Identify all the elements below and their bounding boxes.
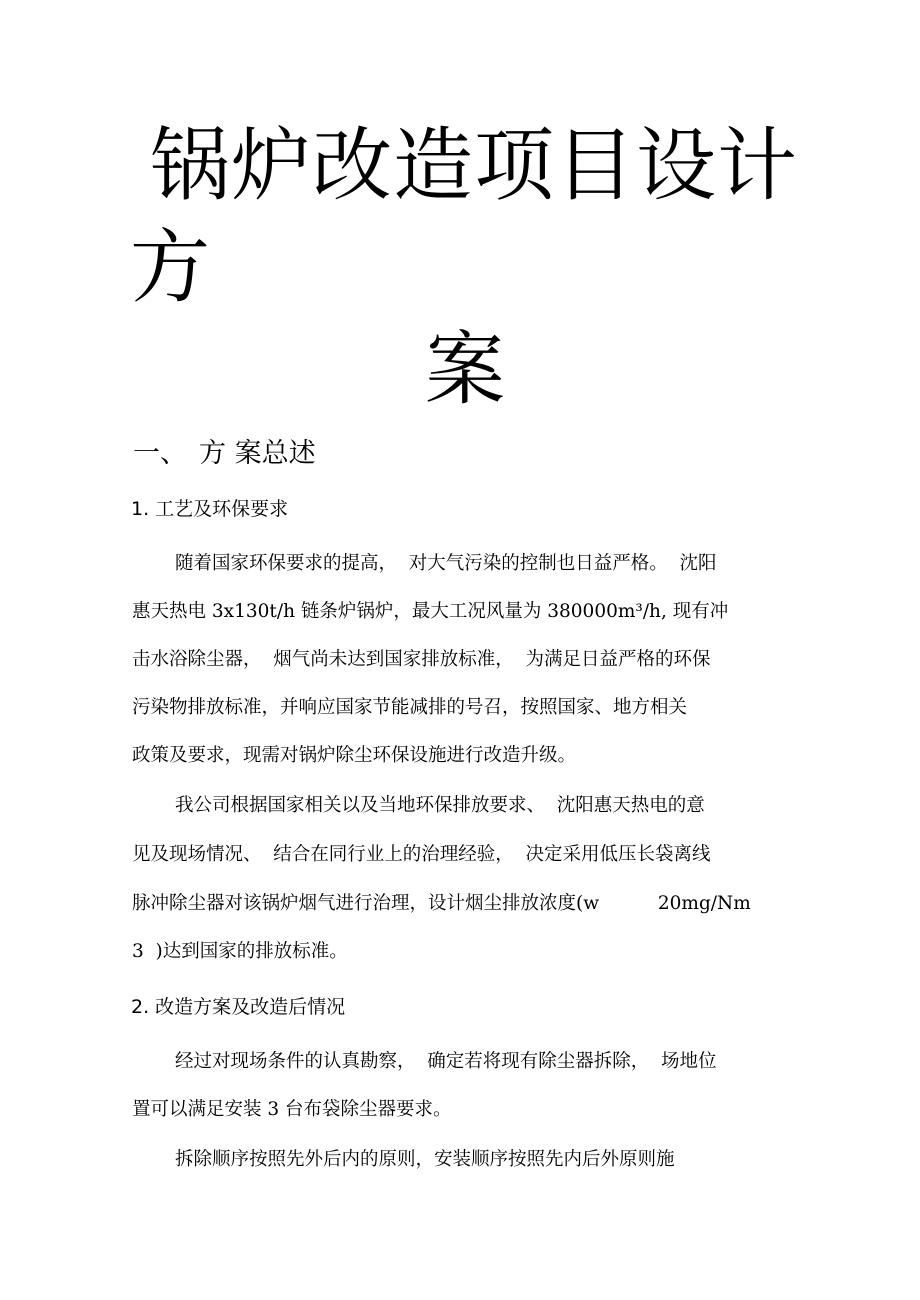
paragraph-line: 3 )达到国家的排放标准。 xyxy=(132,941,348,962)
subsection-heading-1: 1. 工艺及环保要求 xyxy=(131,498,289,520)
paragraph-line: 我公司根据国家相关以及当地环保排放要求、 沈阳惠天热电的意 xyxy=(175,795,705,816)
section-heading xyxy=(133,432,316,476)
paragraph-line: 见及现场情况、 结合在同行业上的治理经验， 决定采用低压长袋离线 xyxy=(132,844,711,865)
paragraph-line: 击水浴除尘器， 烟气尚未达到国家排放标准， 为满足日益严格的环保 xyxy=(132,649,711,670)
document-title-line-2: 方 xyxy=(130,221,210,314)
document-title-line-3: 案 xyxy=(425,323,505,416)
paragraph-line: 经过对现场条件的认真勘察， 确定若将现有除尘器拆除， 场地位 xyxy=(175,1051,717,1072)
paragraph-line: 拆除顺序按照先外后内的原则，安装顺序按照先内后外原则施 xyxy=(175,1149,675,1170)
subsection-heading-2: 2. 改造方案及改造后情况 xyxy=(131,996,346,1018)
paragraph-line: 惠天热电 3x130t/h 链条炉锅炉，最大工况风量为 380000m³/h, 现有冲 xyxy=(132,601,729,622)
paragraph-line: 随着国家环保要求的提高， 对大气污染的控制也日益严格。 沈阳 xyxy=(175,553,717,574)
paragraph-line: 政策及要求，现需对锅炉除尘环保设施进行改造升级。 xyxy=(132,745,577,766)
section-number: 一、 xyxy=(133,438,187,469)
document-title-line-1: 锅炉改造项目设计 xyxy=(150,119,798,212)
paragraph-line: 置可以满足安装 3 台布袋除尘器要求。 xyxy=(132,1099,452,1120)
paragraph-line: 污染物排放标准，并响应国家节能减排的号召，按照国家、地方相关 xyxy=(132,697,688,718)
paragraph-line: 脉冲除尘器对该锅炉烟气进行治理，设计烟尘排放浓度(w 20mg/Nm xyxy=(132,893,751,914)
section-title: 方 案总述 xyxy=(199,438,316,469)
